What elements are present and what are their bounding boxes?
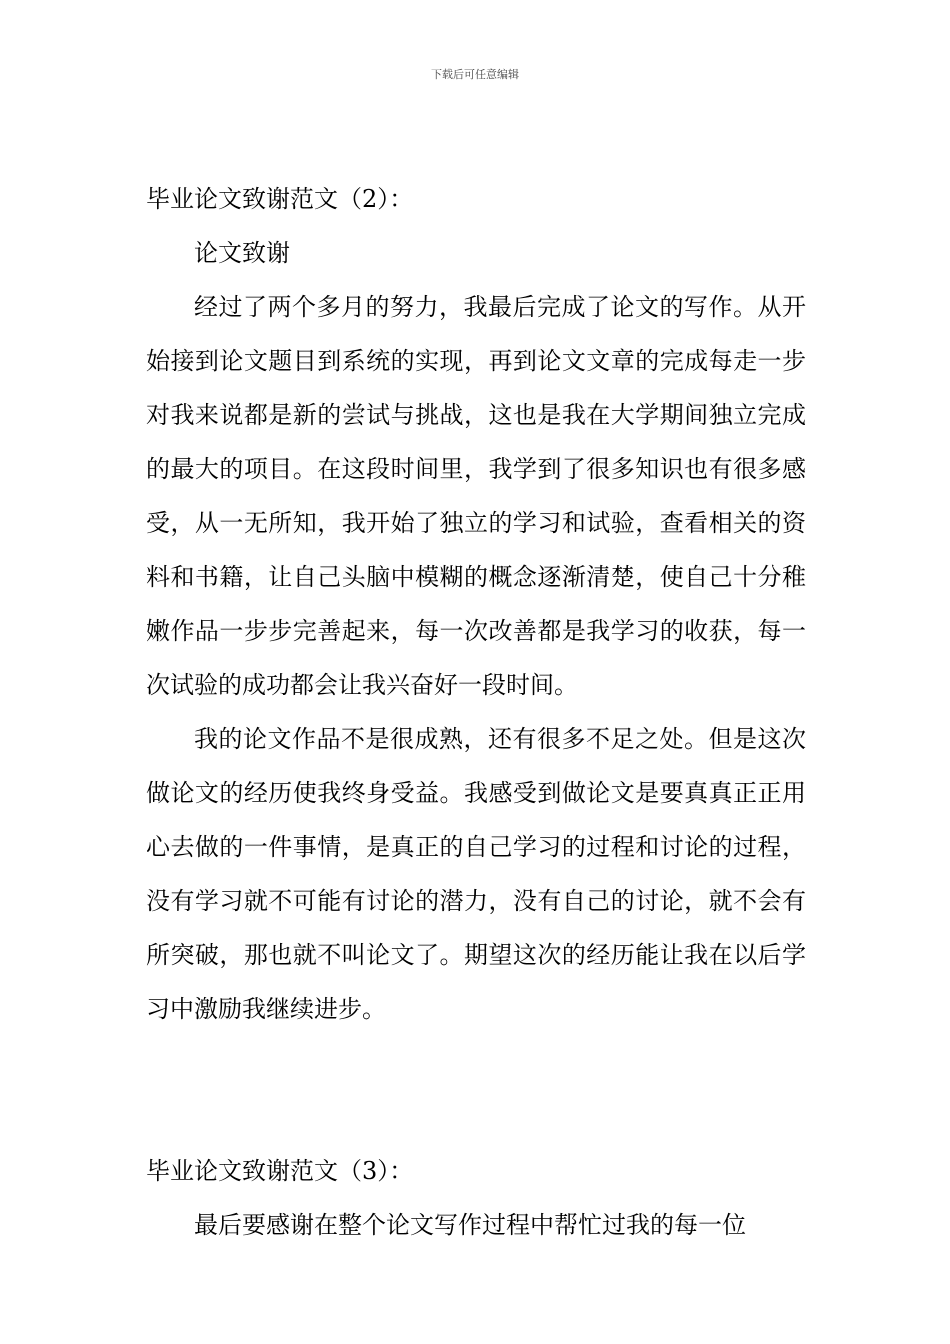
paragraph: 最后要感谢在整个论文写作过程中帮忙过我的每一位	[194, 1211, 746, 1239]
paragraph: 经过了两个多月的努力，我最后完成了论文的写作。从开始接到论文题目到系统的实现，再到论文文章的完成每走一步对我来说都是新的尝试与挑战，这也是我在大学期间独立完成的最大的项目。在这段时间里，我学到了很多知识也有很多感受，从一无所知，我开始了独立的学习和试验，查看相关的资料和书籍，让自己头脑中模糊的概念逐渐清楚，使自己十分稚嫩作品一步步完善起来，每一次改善都是我学习的收获，每一次试验的成功都会让我兴奋好一段时间。	[146, 293, 806, 699]
section-heading-3: 毕业论文致谢范文（3）：	[146, 1157, 414, 1185]
document-body	[146, 172, 806, 1252]
section-spacer	[146, 1036, 806, 1144]
section-heading-2: 毕业论文致谢范文（2）：	[146, 185, 414, 213]
page-header-note: 下载后可任意编辑	[431, 68, 519, 81]
section-title-acknowledgement: 论文致谢	[194, 239, 290, 267]
paragraph: 我的论文作品不是很成熟，还有很多不足之处。但是这次做论文的经历使我终身受益。我感受到做论文是要真真正正用心去做的一件事情，是真正的自己学习的过程和讨论的过程，没有学习就不可能有讨论的潜力，没有自己的讨论，就不会有所突破，那也就不叫论文了。期望这次的经历能让我在以后学习中激励我继续进步。	[146, 725, 806, 1023]
